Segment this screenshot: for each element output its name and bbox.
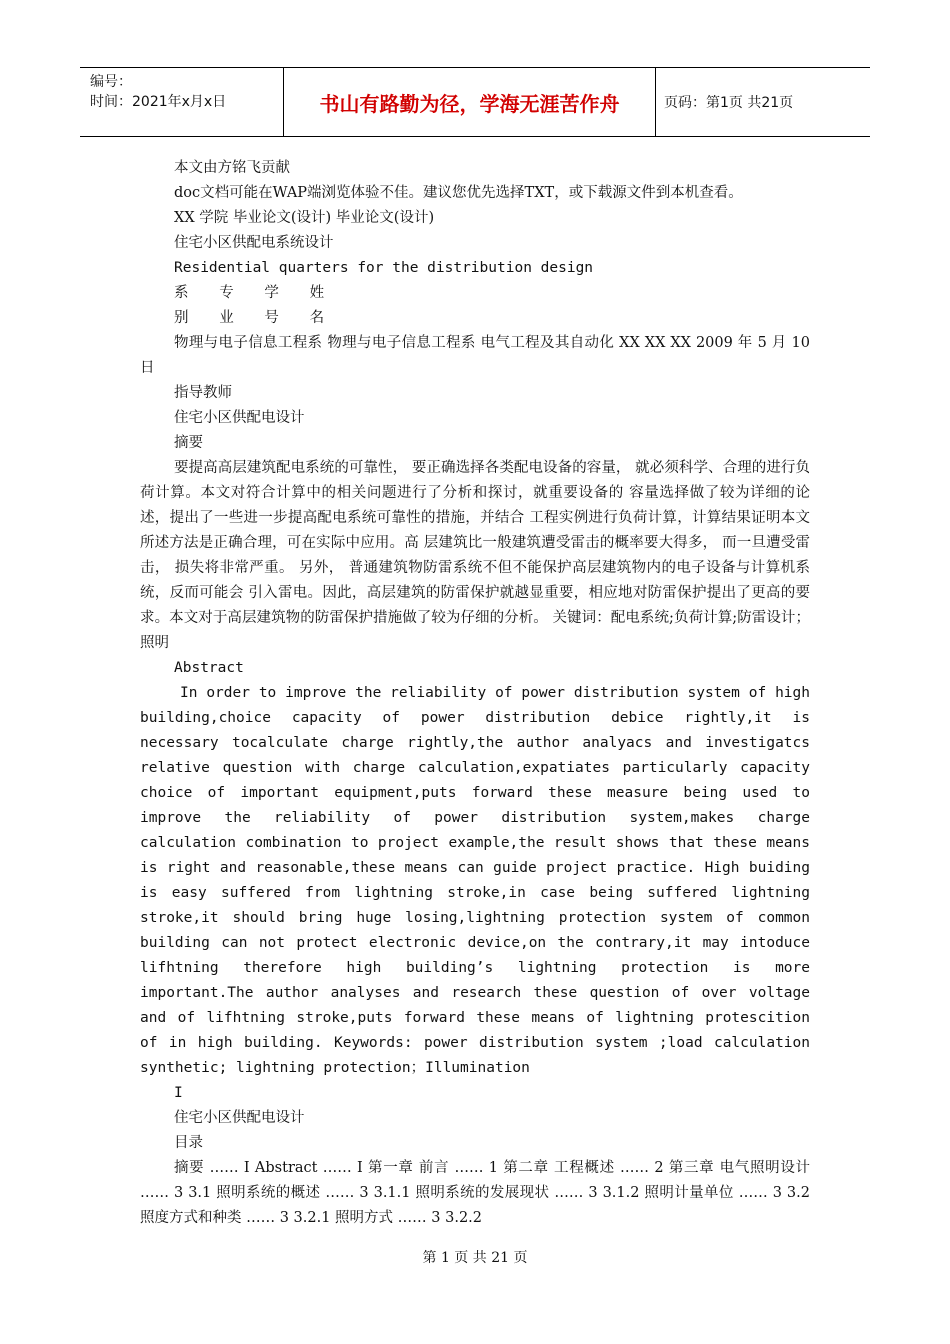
header-page-info: 页码：第1页 共21页 xyxy=(664,95,794,111)
advisor-label: 指导教师 xyxy=(174,385,232,401)
page-footer: 第 1 页 共 21 页 xyxy=(422,1250,528,1266)
document-header xyxy=(80,67,870,137)
format-notice: doc文档可能在WAP端浏览体验不佳。建议您优先选择TXT，或下载源文件到本机查看。 xyxy=(174,185,743,201)
abstract-cn: 要提高高层建筑配电系统的可靠性， 要正确选择各类配电设备的容量， 就必须科学、合理的进行负荷计算。本文对符合计算中的相关问题进行了分析和探讨，就重要设备的 容量选择做了较为详细的论述，提出了一些进一步提高配电系统可靠性的措施，并结合 工程实例进行负荷计算，计算结果证明本文所述方法是正确合理，可在实际中应用。高 层建筑比一般建筑遭受雷击的概率要大得多， 而一旦遭受雷击， 损失将非常严重。 另外， 普通建筑物防雷系统不但不能保护高层建筑物内的电子设备与计算机系统，反而可能会 引入雷电。因此，高层建筑的防雷保护就越显重要，相应地对防雷保护提出了更高的要 求。本文对于高层建筑物的防雷保护措施做了较为仔细的分析。 关键词：配电系统;负荷计算;防雷设计；照明 xyxy=(140,460,810,651)
contributor-line: 本文由方铭飞贡献 xyxy=(174,160,290,176)
thesis-title-en: Residential quarters for the distribution design xyxy=(174,260,594,276)
abstract-heading-en: Abstract xyxy=(174,660,244,676)
number-label: 编号： xyxy=(90,74,132,90)
abstract-heading-cn: 摘要 xyxy=(174,435,203,451)
header-motto: 书山有路勤为径，学海无涯苦作舟 xyxy=(283,68,656,136)
toc-heading: 目录 xyxy=(174,1135,203,1151)
header-meta xyxy=(80,68,283,136)
toc-entries: 摘要 …… I Abstract …… I 第一章 前言 …… 1 第二章 工程概述 …… 2 第三章 电气照明设计 …… 3 3.1 照明系统的概述 …… 3 3.1.1 照明系统的发展现状 …… 3 3.1.2 照明计量单位 …… 3 3.2 照度方式和种类 …… 3 3.2.1 照明方式 …… 3 3.2.2 xyxy=(140,1160,810,1226)
subtitle: 住宅小区供配电设计 xyxy=(174,410,305,426)
document-body xyxy=(140,156,810,1231)
roman-page-number: I xyxy=(174,1085,183,1101)
field-labels-row2: 别 业 号 名 xyxy=(174,310,338,326)
thesis-title-cn: 住宅小区供配电系统设计 xyxy=(174,235,334,251)
toc-title-repeat: 住宅小区供配电设计 xyxy=(174,1110,305,1126)
author-info: 物理与电子信息工程系 物理与电子信息工程系 电气工程及其自动化 XX XX XX 2009 年 5 月 10 日 xyxy=(140,335,810,376)
field-labels-row1: 系 专 学 姓 xyxy=(174,285,338,301)
time-label: 时间：2021年x月x日 xyxy=(90,94,227,110)
abstract-en: In order to improve the reliability of power distribution system of high building,choice capacity of power distribution debice rightly,it is necessary tocalculate charge rightly,the author analyacs and investigatcs relative question with charge calculation,expatiates particularly capacity choice of important equipment,puts forward these measure being used to improve the reliability of power distribution system,makes charge calculation combination to project example,the result shows that these means is right and reasonable,these means can guide project practice. High buiding is easy suffered from lightning stroke,in case being suffered lightning stroke,it should bring huge losing,lightning protection system of common building can not protect electronic device,on the contrary,it may intoduce lifhtning therefore high building’s lightning protection is more important.The author analyses and research these question of over voltage and of lifhtning stroke,puts forward these means of lightning protescition of in high building. Keywords: power distribution system ;load calculation synthetic; lightning protection；Illumination xyxy=(140,685,810,1076)
college-line: XX 学院 毕业论文(设计) 毕业论文(设计) xyxy=(174,210,435,226)
